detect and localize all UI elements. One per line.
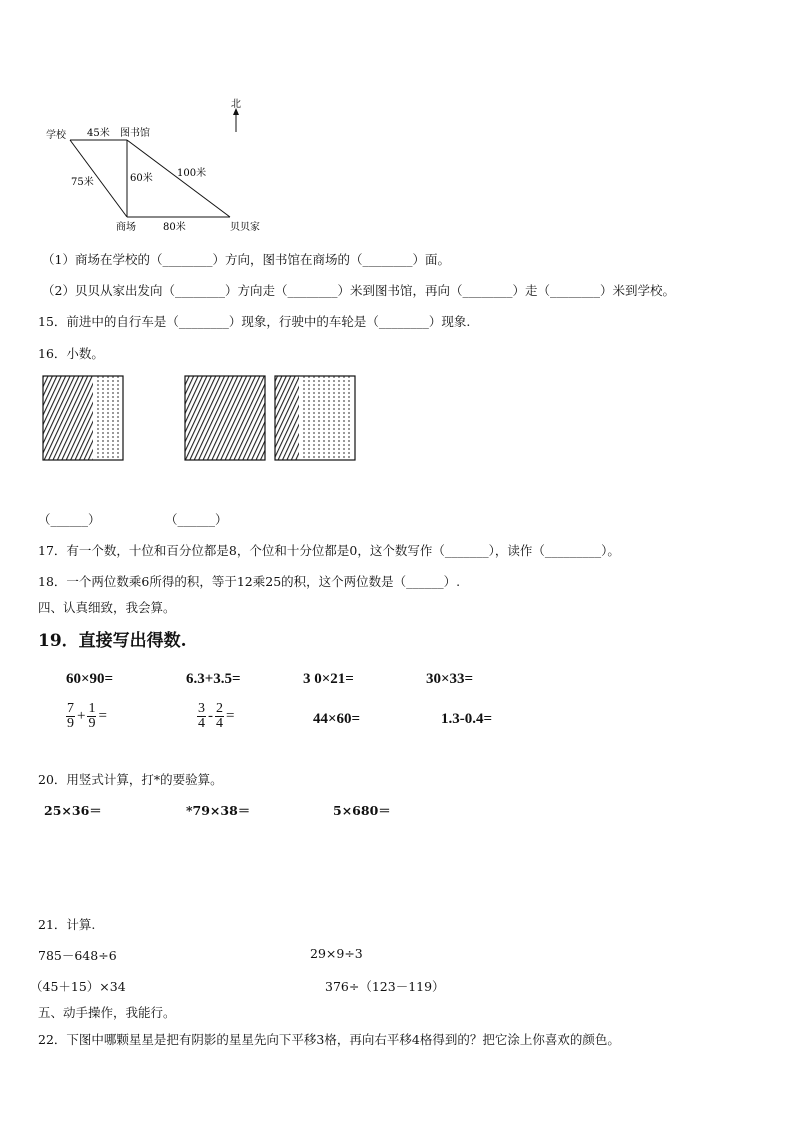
q21-item-3: （45＋15）×34 [30,979,126,994]
fraction-1-9: $\frac{1}{9}$ [88,701,96,731]
library-label: 图书馆 [120,128,150,139]
question-19-title: 19．直接写出得数. [38,631,187,651]
question-15: 15．前进中的自行车是（________）现象，行驶中的车轮是（________）现象. [38,314,471,329]
question-16-title: 16．小数。 [38,346,104,361]
q20-item-2: *79×38＝ [186,803,251,818]
q21-item-1: 785－648÷6 [38,948,117,963]
decimal-grid-1 [43,376,123,460]
q19-item-4: 30×33= [426,671,474,687]
q21-item-4: 376÷（123－119） [325,979,445,994]
school-label: 学校 [46,130,66,141]
dist-mall-home: 80米 [163,222,186,233]
decimal-grid-2 [185,376,265,460]
decimal-figures [40,373,365,465]
q19-fraction-sum: $\frac{7}{9}$ + $\frac{1}{9}$ = [67,701,107,731]
direction-map [40,95,280,240]
section-5-heading: 五、动手操作，我能行。 [38,1005,176,1020]
fraction-7-9: $\frac{7}{9}$ [67,701,74,731]
q14-part2: （2）贝贝从家出发向（________）方向走（________）米到图书馆，再向（________）走（________）米到学校。 [42,283,675,298]
question-17: 17．有一个数，十位和百分位都是8，个位和十分位都是0，这个数写作（_______），读作（_________）。 [38,543,620,558]
home-label: 贝贝家 [230,222,260,233]
decimal-grid-3 [275,376,355,460]
q20-item-3: 5×680＝ [333,803,391,818]
q19-item-3: 3 0×21= [303,671,354,687]
question-22: 22．下图中哪颗星星是把有阴影的星星先向下平移3格，再向右平移4格得到的？把它涂上你喜欢的颜色。 [38,1032,620,1047]
dist-library-home: 100米 [177,168,207,179]
q14-part1: （1）商场在学校的（________）方向，图书馆在商场的（________）面。 [42,252,450,267]
q16-blank-1: （______） [38,512,101,527]
question-18: 18．一个两位数乘6所得的积，等于12乘25的积，这个两位数是（______）. [38,574,461,589]
dist-school-mall: 75米 [71,177,94,188]
dist-school-library: 45米 [87,128,110,139]
q16-blank-2: （______） [165,512,228,527]
q19-item-1: 60×90= [66,671,114,687]
question-20-title: 20．用竖式计算，打*的要验算。 [38,772,223,787]
q19-item-7: 44×60= [313,711,361,727]
fraction-3-4: $\frac{3}{4}$ [198,701,205,731]
dist-library-mall: 60米 [130,173,153,184]
q19-fraction-diff: $\frac{3}{4}$ - $\frac{2}{4}$ = [198,701,235,731]
question-21-title: 21．计算. [38,917,96,932]
north-label: 北 [231,99,241,110]
mall-label: 商场 [116,222,136,233]
fraction-2-4: $\frac{2}{4}$ [216,701,223,731]
q19-item-2: 6.3+3.5= [186,671,241,687]
q19-item-8: 1.3-0.4= [441,711,493,727]
q20-item-1: 25×36＝ [44,803,102,818]
section-4-heading: 四、认真细致，我会算。 [38,600,176,615]
q21-item-2: 29×9÷3 [310,946,363,961]
